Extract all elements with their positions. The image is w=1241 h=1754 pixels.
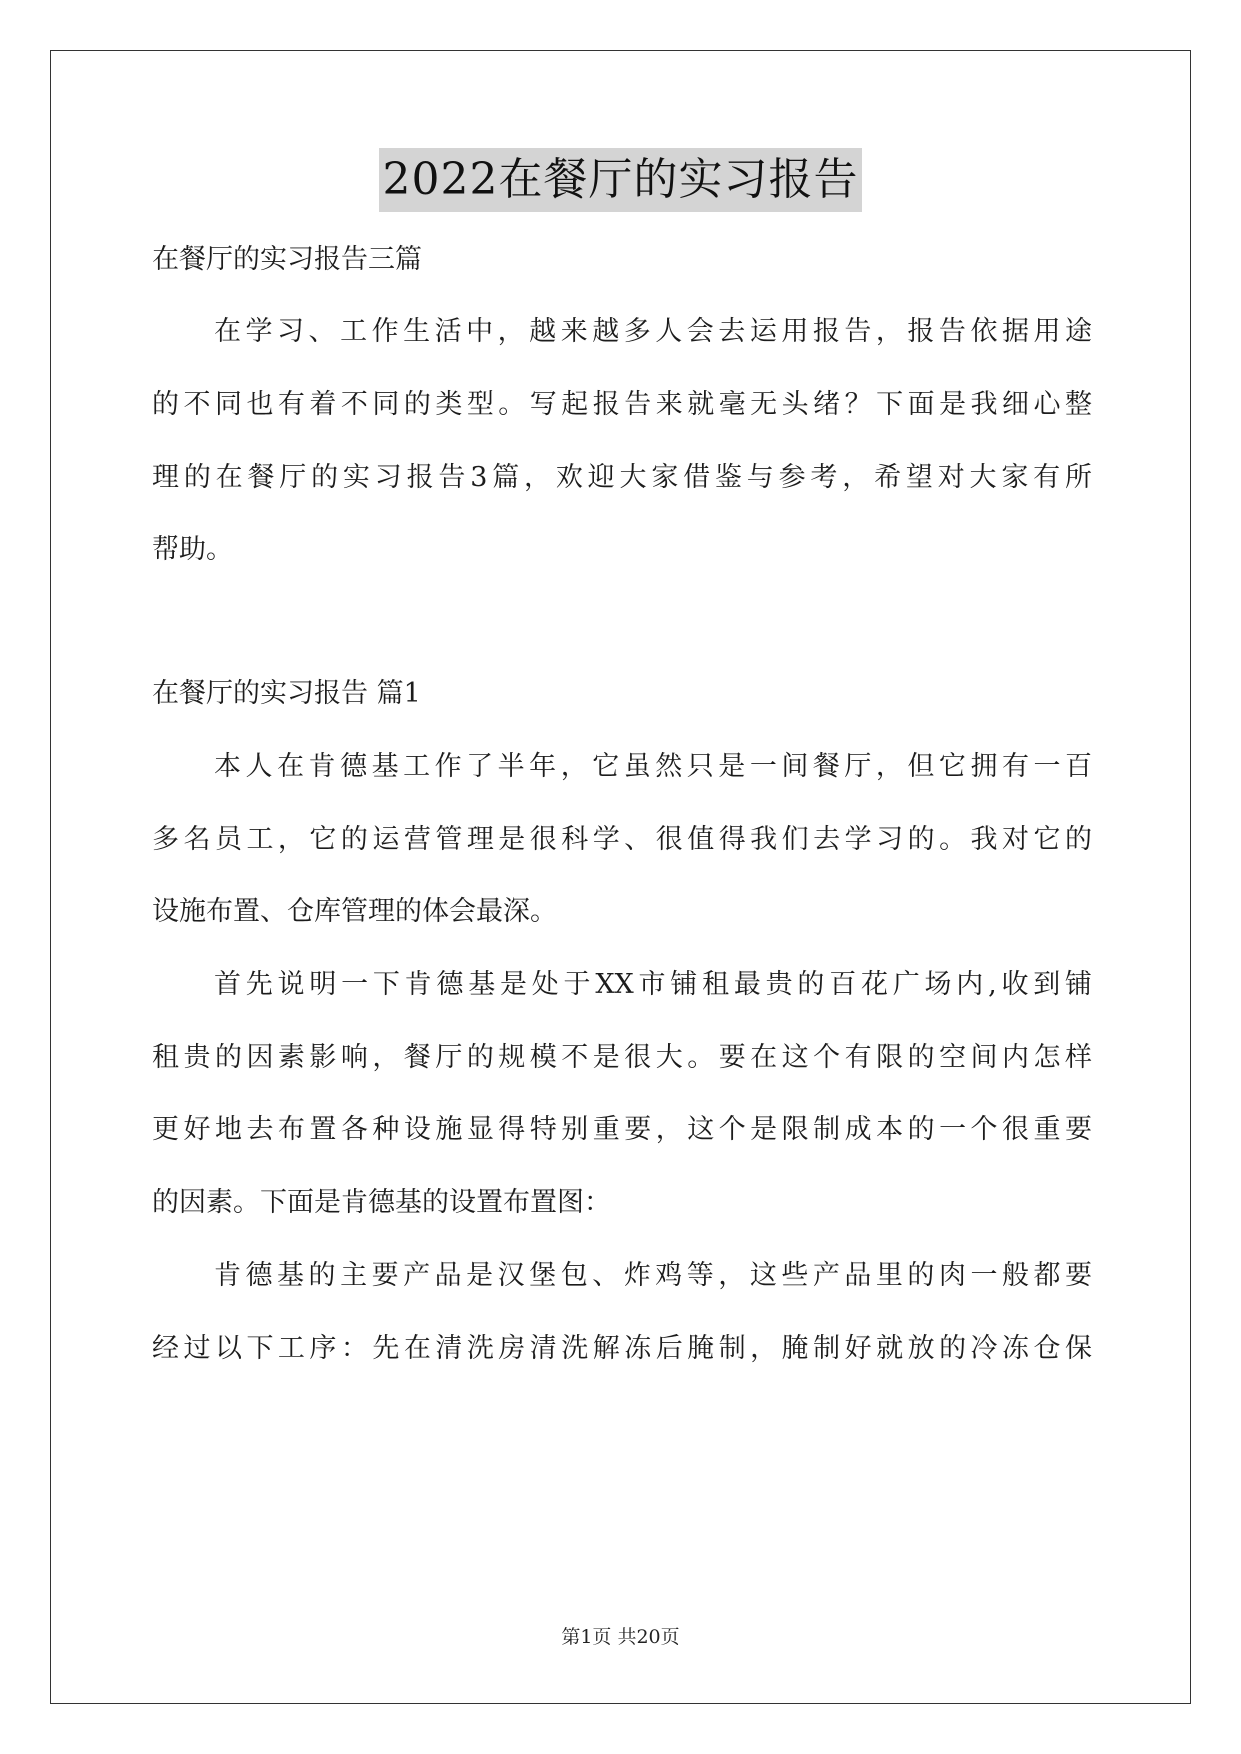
document-title: 2022在餐厅的实习报告 — [379, 148, 863, 212]
paragraph-line: 肯德基的主要产品是汉堡包、炸鸡等，这些产品里的肉一般都要 — [214, 1260, 1092, 1291]
page-border — [50, 50, 1191, 1704]
paragraph-line: 的不同也有着不同的类型。写起报告来就毫无头绪？下面是我细心整 — [152, 389, 1092, 420]
paragraph-line: 更好地去布置各种设施显得特别重要，这个是限制成本的一个很重要 — [152, 1114, 1092, 1145]
paragraph-line: 租贵的因素影响，餐厅的规模不是很大。要在这个有限的空间内怎样 — [152, 1042, 1092, 1073]
paragraph-line: 设施布置、仓库管理的体会最深。 — [152, 896, 557, 927]
paragraph-line: 帮助。 — [152, 534, 233, 565]
paragraph-line: 理的在餐厅的实习报告3篇，欢迎大家借鉴与参考，希望对大家有所 — [152, 462, 1092, 493]
paragraph-line: 多名员工，它的运营管理是很科学、很值得我们去学习的。我对它的 — [152, 824, 1092, 855]
paragraph-line: 的因素。下面是肯德基的设置布置图： — [152, 1187, 611, 1218]
paragraph-line: 经过以下工序：先在清洗房清洗解冻后腌制，腌制好就放的冷冻仓保 — [152, 1333, 1092, 1364]
paragraph-line: 在学习、工作生活中，越来越多人会去运用报告，报告依据用途 — [214, 316, 1092, 347]
paragraph-line: 本人在肯德基工作了半年，它虽然只是一间餐厅，但它拥有一百 — [214, 751, 1092, 782]
section-heading-part-1: 在餐厅的实习报告 篇1 — [152, 678, 421, 709]
section-heading-three-reports: 在餐厅的实习报告三篇 — [152, 244, 422, 275]
paragraph-line: 首先说明一下肯德基是处于XX市铺租最贵的百花广场内,收到铺 — [214, 969, 1092, 1000]
title-container — [0, 148, 1241, 212]
page-number-footer: 第1页 共20页 — [561, 1626, 680, 1648]
